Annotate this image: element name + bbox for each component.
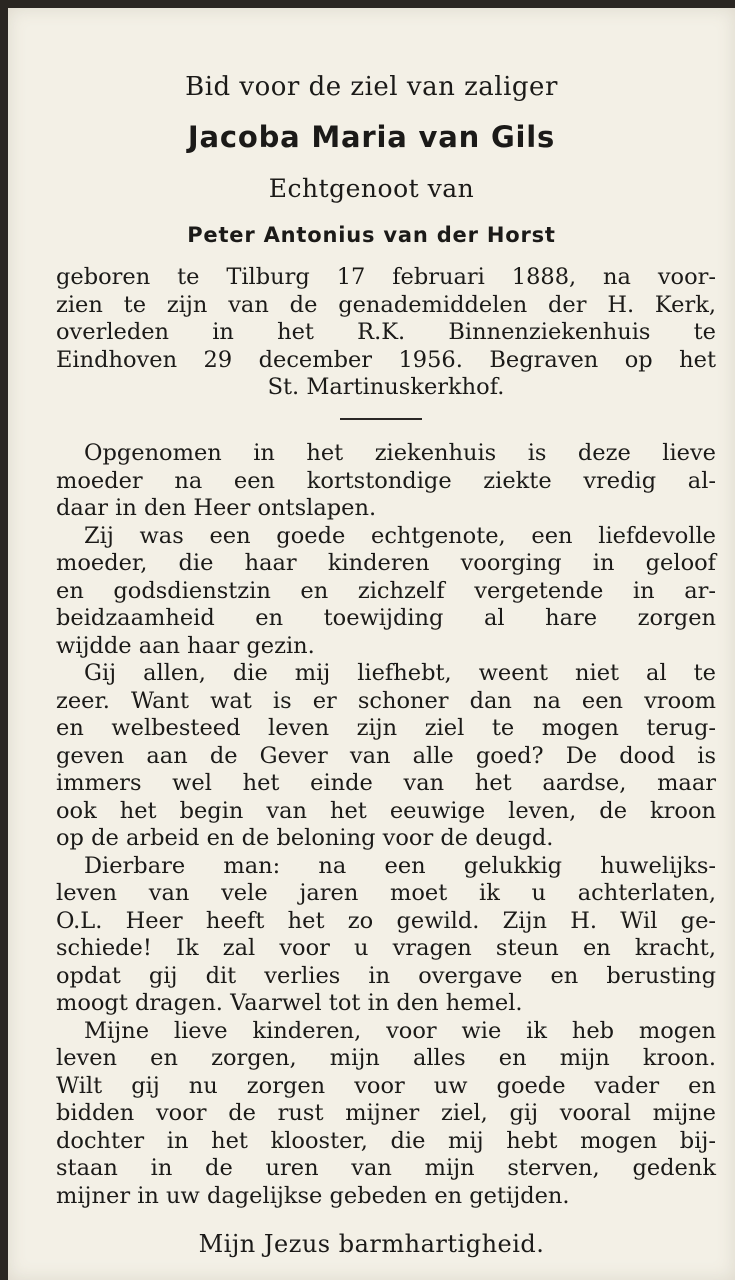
text-line: Zij was een goede echtgenote, een liefdevolle: [84, 522, 716, 549]
biography-line: overleden in het R.K. Binnenziekenhuis te: [56, 319, 716, 345]
text-line: wijdde aan haar gezin.: [56, 632, 315, 659]
memorial-text: [56, 440, 716, 1210]
paragraph: [56, 440, 716, 523]
text-line: Wilt gij nu zorgen voor uw goede vader en: [56, 1072, 716, 1099]
text-line: Gij allen, die mij liefhebt, weent niet al te: [84, 660, 716, 686]
text-line: staan in de uren van mijn sterven, gedenk: [56, 1155, 716, 1181]
text-line: en godsdienstzin en zichzelf vergetende in ar-: [56, 577, 716, 604]
relation-label: Echtgenoot van: [268, 174, 475, 203]
prayer-intro: Bid voor de ziel van zaliger: [185, 72, 558, 102]
paragraph: [56, 523, 716, 661]
closing-prayer: Mijn Jezus barmhartigheid.: [198, 1230, 545, 1258]
biography-line: geboren te Tilburg 17 februari 1888, na voor-: [56, 264, 716, 290]
paragraph: [56, 853, 716, 1018]
text-line: geven aan de Gever van alle goed? De dood is: [56, 742, 716, 769]
text-line: dochter in het klooster, die mij hebt mogen bij-: [56, 1127, 716, 1154]
text-line: moeder na een kortstondige ziekte vredig al-: [56, 467, 716, 494]
text-line: daar in den Heer ontslapen.: [56, 495, 377, 521]
text-line: opdat gij dit verlies in overgave en berusting: [56, 962, 716, 989]
text-line: mijner in uw dagelijkse gebeden en getijden.: [56, 1182, 570, 1209]
biography: [56, 264, 716, 402]
deceased-name: Jacoba Maria van Gils: [187, 120, 556, 154]
text-line: schiede! Ik zal voor u vragen steun en kracht,: [56, 935, 716, 961]
paragraph: [56, 660, 716, 853]
memorial-card: [8, 8, 735, 1280]
biography-line: St. Martinuskerkhof.: [267, 374, 505, 400]
biography-line: Eindhoven 29 december 1956. Begraven op het: [56, 346, 716, 373]
text-line: bidden voor de rust mijner ziel, gij vooral mijne: [56, 1100, 716, 1126]
text-line: O.L. Heer heeft het zo gewild. Zijn H. Wil ge-: [56, 907, 716, 934]
text-line: zeer. Want wat is er schoner dan na een vroom: [56, 687, 716, 714]
text-line: Dierbare man: na een gelukkig huwelijks-: [84, 852, 716, 879]
text-line: moogt dragen. Vaarwel tot in den hemel.: [56, 990, 523, 1016]
text-line: immers wel het einde van het aardse, maar: [56, 770, 716, 796]
biography-line: zien te zijn van de genademiddelen der H. Kerk,: [56, 291, 716, 318]
text-line: en welbesteed leven zijn ziel te mogen terug-: [56, 715, 716, 741]
spouse-name: Peter Antonius van der Horst: [187, 223, 556, 247]
text-line: Mijne lieve kinderen, voor wie ik heb mogen: [84, 1017, 716, 1044]
text-line: moeder, die haar kinderen voorging in geloof: [56, 550, 716, 576]
text-line: ook het begin van het eeuwige leven, de kroon: [56, 797, 716, 824]
text-line: beidzaamheid en toewijding al hare zorgen: [56, 605, 716, 631]
text-line: leven van vele jaren moet ik u achterlaten,: [56, 880, 716, 906]
divider-rule: [340, 418, 422, 420]
paragraph: [56, 1018, 716, 1211]
text-line: Opgenomen in het ziekenhuis is deze lieve: [84, 440, 716, 466]
text-line: leven en zorgen, mijn alles en mijn kroon.: [56, 1045, 716, 1071]
text-line: op de arbeid en de beloning voor de deugd.: [56, 825, 554, 851]
